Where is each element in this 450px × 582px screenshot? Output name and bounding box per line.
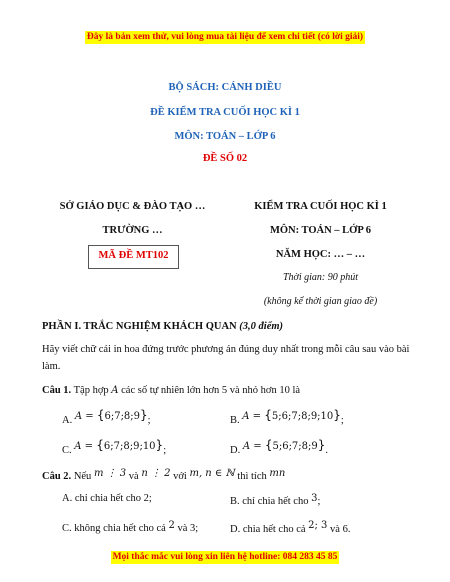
option-math: 3 xyxy=(311,493,318,504)
option-set: 5;6;7;8;9 xyxy=(272,441,318,452)
question-2-option-c xyxy=(62,520,198,534)
question-1-text-b: các số tự nhiên lớn hơn 5 và nhỏ hơn 10 là xyxy=(121,385,301,396)
question-2-option-d xyxy=(230,520,350,535)
part1-instruction: Hãy viết chữ cái in hoa đứng trước phương án đúng duy nhất trong mỗi câu sau vào bài làm. xyxy=(42,344,410,372)
question-1-label: Câu 1. xyxy=(42,385,72,396)
exam-duration: Thời gian: 90 phút xyxy=(282,272,359,283)
part1-points: (3,0 điểm) xyxy=(239,321,284,332)
question-1-stem xyxy=(42,382,300,399)
question-2-text-b: thì tích xyxy=(237,471,267,482)
option-letter: C. xyxy=(62,523,72,534)
exam-number: ĐỀ SỐ 02 xyxy=(202,153,248,164)
question-2-condition: m, n ∈ ℕ xyxy=(189,468,235,479)
subject-title: MÔN: TOÁN – LỚP 6 xyxy=(174,131,276,142)
option-set: 6;7;8;9;10 xyxy=(103,441,156,452)
question-1-option-a: A. A = {6;7;8;9}; xyxy=(62,408,151,426)
bottom-banner-row xyxy=(0,546,450,564)
option-end: ; xyxy=(317,496,321,507)
question-2-product: mn xyxy=(269,468,286,479)
book-title: BỘ SÁCH: CÁNH DIỀU xyxy=(168,82,282,93)
option-letter: D. xyxy=(230,524,241,535)
question-1-text-a: Tập hợp xyxy=(73,385,109,396)
option-text: chỉ chia hết cho xyxy=(242,496,309,507)
option-letter: D. xyxy=(230,445,241,456)
option-end: . xyxy=(325,445,329,456)
part1-title: PHẦN I. TRẮC NGHIỆM KHÁCH QUAN xyxy=(42,321,237,332)
option-letter: B. xyxy=(230,496,240,507)
option-text: chia hết cho cả xyxy=(242,524,306,535)
question-2-option-a xyxy=(62,493,152,504)
option-math: 2; 3 xyxy=(308,520,328,531)
option-letter: B. xyxy=(230,415,240,426)
question-2-label: Câu 2. xyxy=(42,471,72,482)
question-2-stem xyxy=(42,465,285,485)
option-letter: A. xyxy=(62,415,73,426)
exam-heading-right: KIỂM TRA CUỐI HỌC KÌ 1 xyxy=(254,201,387,212)
department-name: SỞ GIÁO DỤC & ĐÀO TẠO … xyxy=(59,201,206,212)
top-banner-row xyxy=(0,26,450,44)
question-1-option-c: C. A = {6;7;8;9;10}; xyxy=(62,438,167,456)
duration-note: (không kể thời gian giao đề) xyxy=(263,296,378,307)
subject-heading-right: MÔN: TOÁN – LỚP 6 xyxy=(269,225,372,236)
option-text: không chia hết cho cả xyxy=(74,523,166,534)
exam-code-box: MÃ ĐỀ MT102 xyxy=(88,245,179,269)
option-math: 2 xyxy=(168,520,175,531)
question-2-with: với xyxy=(173,471,187,482)
hotline-banner: Mọi thắc mắc vui lòng xin liên hệ hotline: 084 283 45 85 xyxy=(112,552,338,562)
question-1-option-b: B. A = {5;6;7;8;9;10}; xyxy=(230,408,344,426)
question-2-n-divisible: n ⋮ 2 xyxy=(141,468,171,479)
option-end: ; xyxy=(340,415,344,426)
question-1-set-var: A xyxy=(111,385,119,396)
question-2-m-divisible: m ⋮ 3 xyxy=(93,468,127,479)
option-end: ; xyxy=(147,415,151,426)
exam-title: ĐỀ KIỂM TRA CUỐI HỌC KÌ 1 xyxy=(150,107,300,118)
option-letter: A. xyxy=(62,493,73,504)
question-2-text-a: Nếu xyxy=(73,471,92,482)
option-end: và 6. xyxy=(330,524,351,535)
option-text: chỉ chia hết cho 2; xyxy=(74,493,152,504)
option-end: và 3; xyxy=(177,523,199,534)
preview-notice-banner: Đây là bản xem thử, vui lòng mua tài liệu để xem chi tiết (có lời giải) xyxy=(86,32,364,42)
question-2-option-b xyxy=(230,493,320,507)
question-2-and: và xyxy=(128,471,139,482)
option-letter: C. xyxy=(62,445,72,456)
school-name: TRƯỜNG … xyxy=(102,225,163,236)
option-end: ; xyxy=(163,445,167,456)
part1-heading xyxy=(42,318,283,335)
school-year: NĂM HỌC: … – … xyxy=(275,249,366,260)
option-set: 5;6;7;8;9;10 xyxy=(271,411,334,422)
option-set: 6;7;8;9 xyxy=(104,411,141,422)
question-1-option-d: D. A = {5;6;7;8;9}. xyxy=(230,438,329,456)
